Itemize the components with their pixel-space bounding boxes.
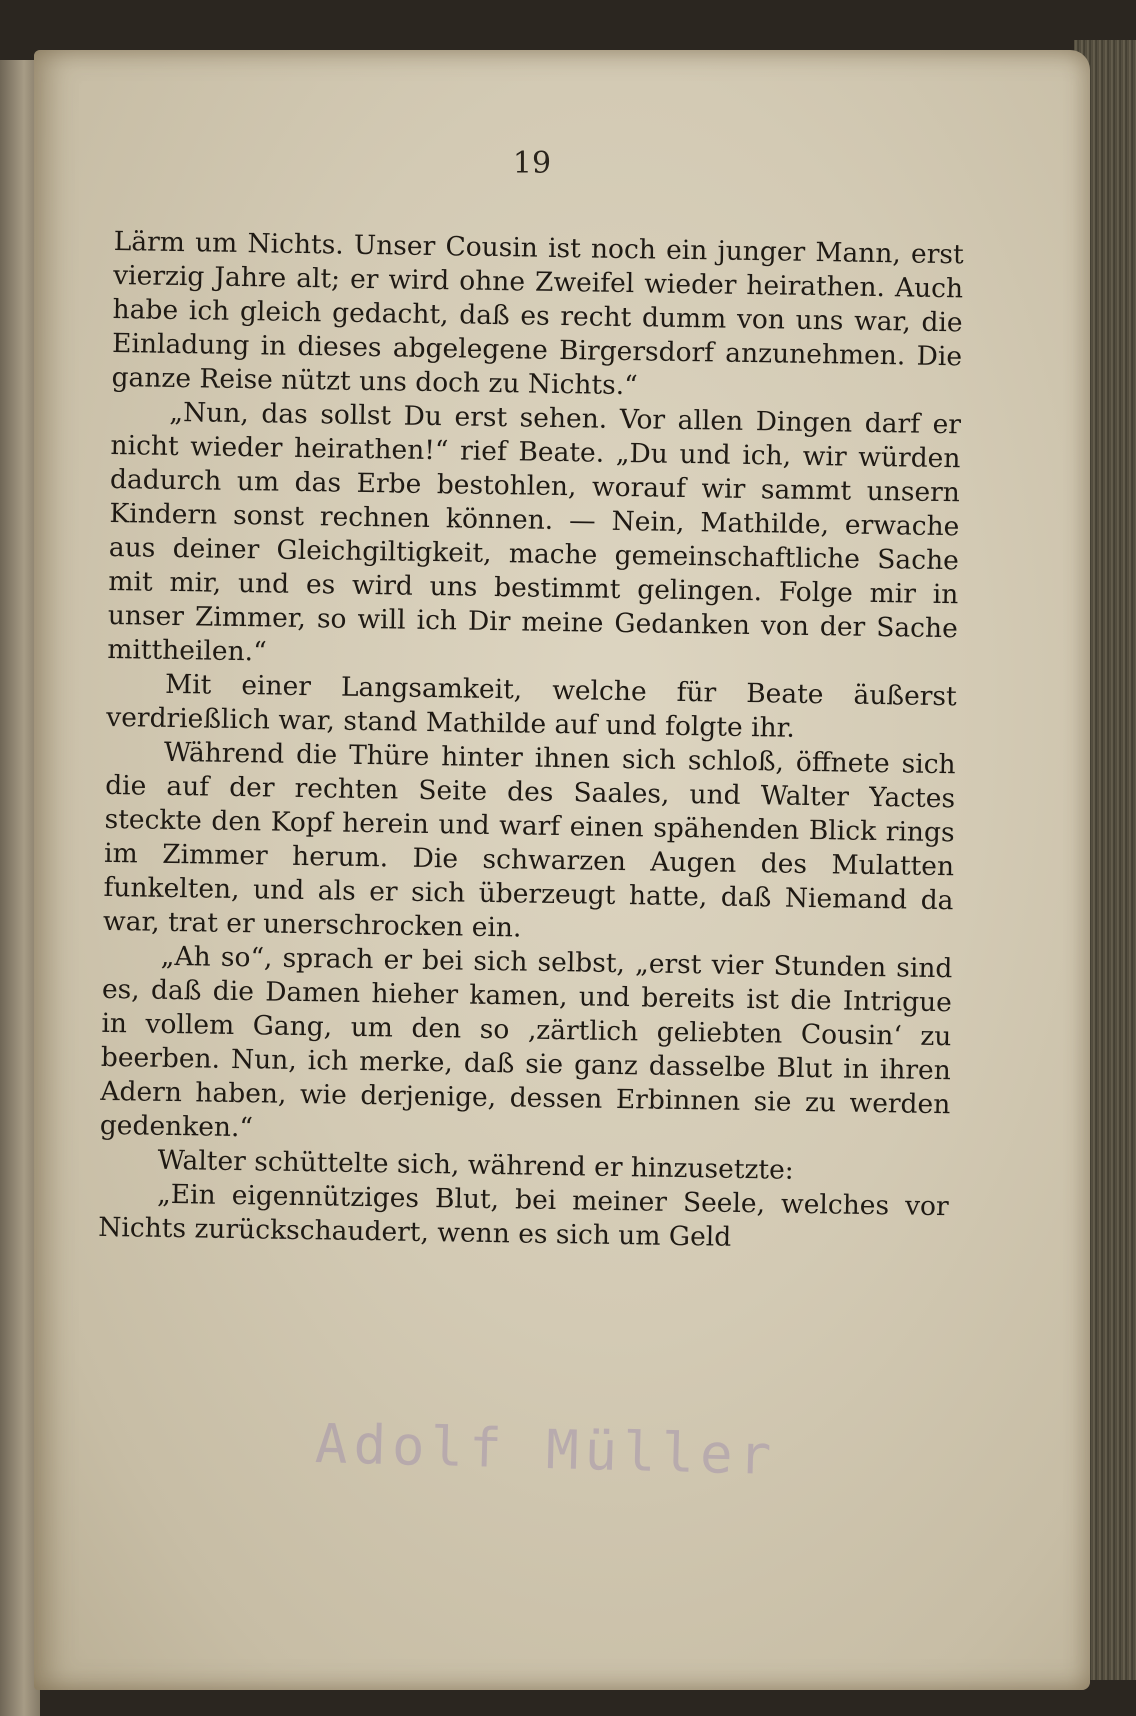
body-text: [98, 225, 964, 1258]
ownership-stamp: Adolf Müller: [314, 1411, 778, 1488]
paragraph: Während die Thüre hinter ihnen sich schloß, öffnete sich die auf der rechten Seite des Saales, und Walter Yactes steckte den Kopf herein und warf einen spähenden Blick rings im Zimmer herum. Die schwarzen Augen des Mulatten funkelten, und als er sich überzeugt hatte, daß Niemand da war, trat er unerschrocken ein.: [102, 736, 956, 944]
paragraph: Walter schüttelte sich, während er hinzusetzte:: [157, 1144, 794, 1186]
paragraph: „Ein eigennütziges Blut, bei meiner Seele, welches vor Nichts zurückschaudert, wenn es sich um Geld: [98, 1178, 949, 1253]
paragraph: Lärm um Nichts. Unser Cousin ist noch ein junger Mann, erst vierzig Jahre alt; er wird ohne Zweifel wieder heirathen. Auch habe ich gleich gedacht, daß es recht dumm von uns war, die Einladung in dieses abgelegene Birgersdorf anzunehmen. Die ganze Reise nützt uns doch zu Nichts.“: [111, 225, 964, 402]
paragraph: „Nun, das sollst Du erst sehen. Vor allen Dingen darf er nicht wieder heirathen!“ rief Beate. „Du und ich, wir würden dadurch um das Erbe bestohlen, worauf wir sammt unsern Kindern sonst rechnen können. — Nein, Mathilde, erwache aus deiner Gleichgiltigkeit, mache gemeinschaftliche Sache mit mir, und es wird uns bestimmt gelingen. Folge mir in unser Zimmer, so will ich Dir meine Gedanken von der Sache mittheilen.“: [107, 396, 962, 668]
paragraph: „Ah so“, sprach er bei sich selbst, „erst vier Stunden sind es, daß die Damen hieher kamen, und bereits ist die Intrigue in vollem Gang, um den so ‚zärtlich geliebten Cousin‘ zu beerben. Nun, ich merke, daß sie ganz dasselbe Blut in ihren Adern haben, wie derjenige, dessen Erbinnen sie zu werden gedenken.“: [99, 940, 953, 1144]
page-number: 19: [512, 146, 552, 181]
paragraph: Mit einer Langsamkeit, welche für Beate äußerst verdrießlich war, stand Mathilde auf und folgte ihr.: [106, 668, 957, 744]
